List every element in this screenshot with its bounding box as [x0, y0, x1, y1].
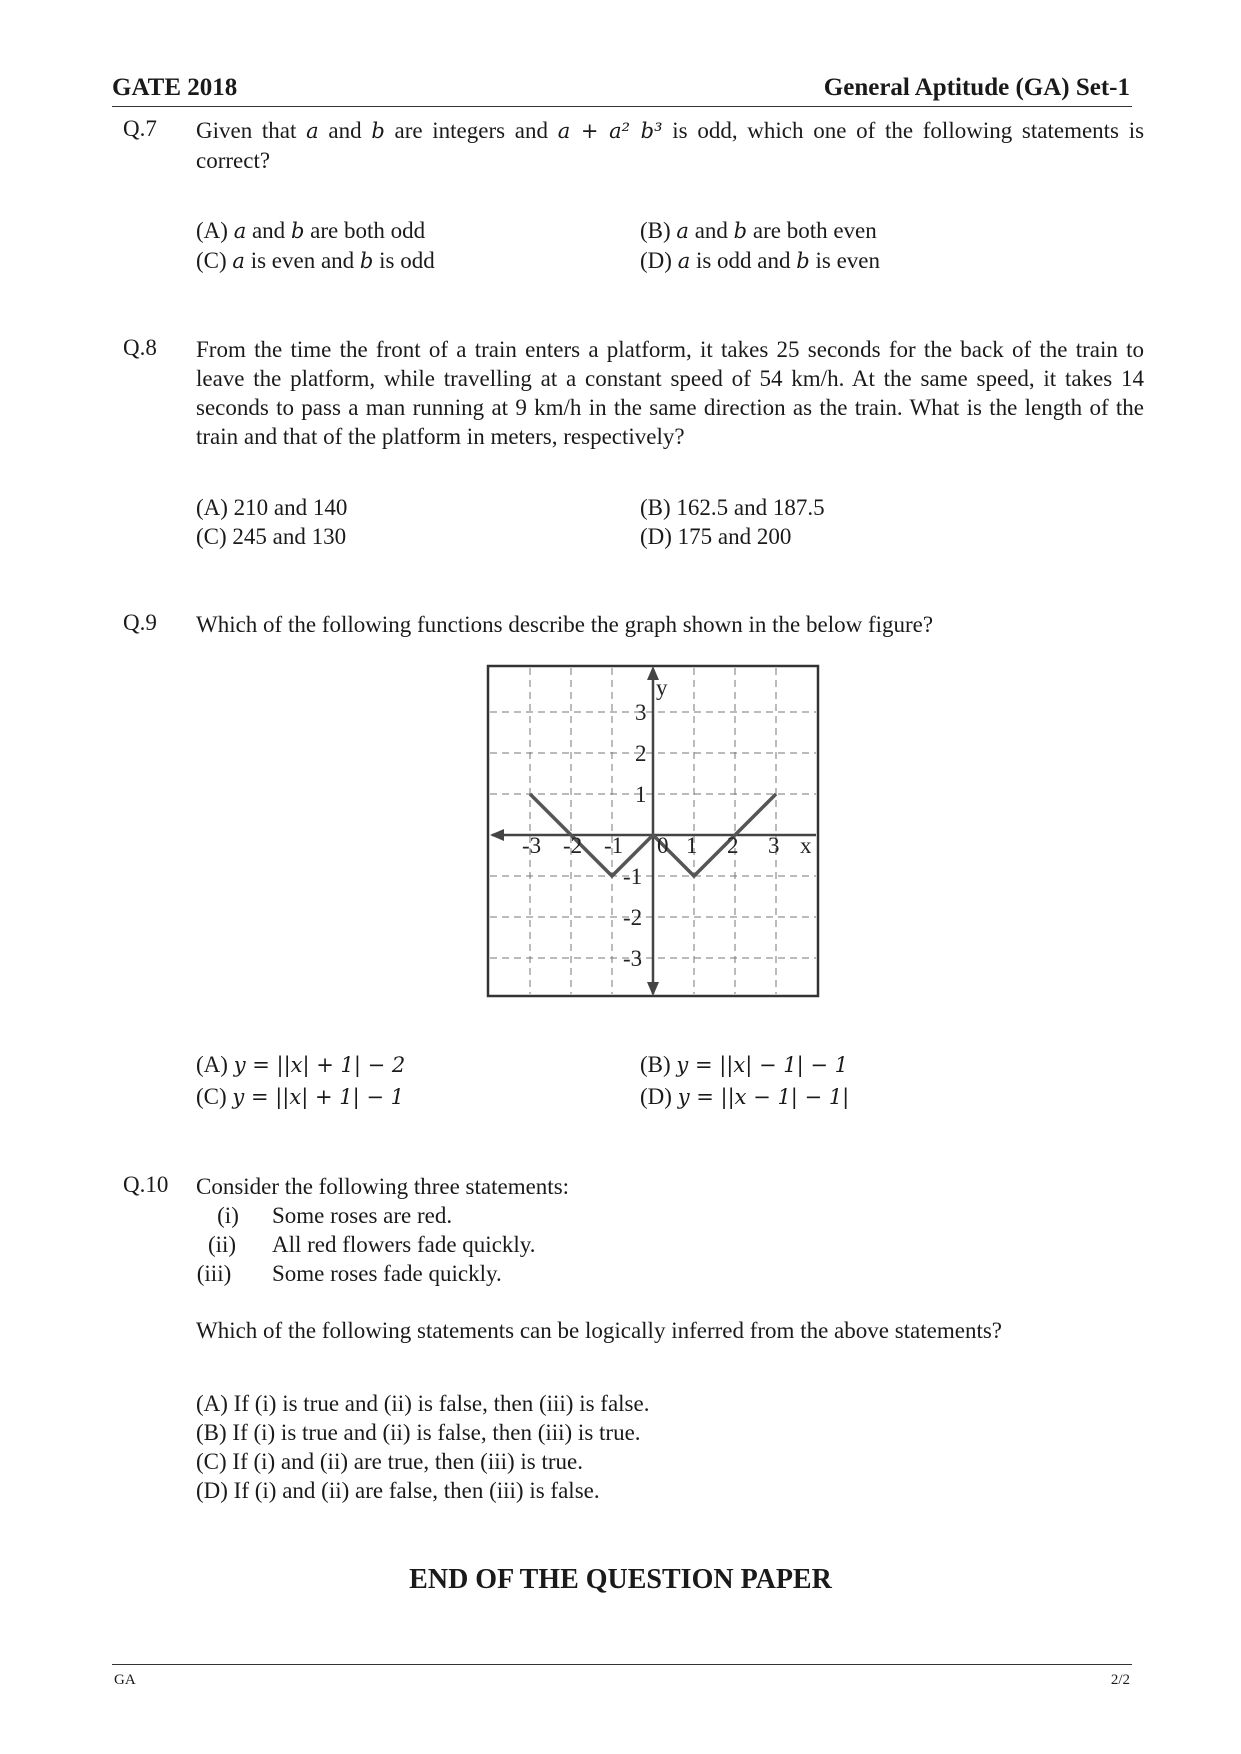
option-c[interactable]: (C) 245 and 130	[196, 524, 347, 549]
question-text: Which of the following functions describe the graph shown in the below figure?	[196, 612, 934, 637]
option-d[interactable]: (D) If (i) and (ii) are false, then (iii) is false.	[196, 1478, 600, 1503]
y-tick-label: -3	[623, 946, 643, 971]
function-graph	[486, 664, 826, 1000]
y-axis-label: y	[656, 675, 668, 700]
x-axis-label: x	[800, 833, 812, 858]
statement-text: All red flowers fade quickly.	[272, 1232, 536, 1257]
question-text: Consider the following three statements:	[196, 1174, 570, 1199]
question-number: Q.8	[123, 335, 157, 360]
option-b[interactable]: (B) a and b are both even	[640, 218, 877, 243]
option-a[interactable]: (A) If (i) is true and (ii) is false, then (iii) is false.	[196, 1391, 650, 1416]
option-b[interactable]: (B) If (i) is true and (ii) is false, then (iii) is true.	[196, 1420, 641, 1445]
y-tick-label: 1	[635, 782, 647, 807]
footer-section: GA	[114, 1672, 136, 1688]
x-tick-label: 1	[686, 833, 698, 858]
page-number: 2/2	[1110, 1672, 1130, 1688]
header-rule	[112, 106, 1132, 107]
option-b[interactable]: (B) y = ||x| − 1| − 1	[640, 1052, 848, 1077]
question-number: Q.9	[123, 610, 157, 635]
option-d[interactable]: (D) y = ||x − 1| − 1|	[640, 1084, 850, 1109]
y-tick-label: 2	[635, 741, 647, 766]
option-a[interactable]: (A) y = ||x| + 1| − 2	[196, 1052, 406, 1077]
option-a[interactable]: (A) 210 and 140	[196, 495, 348, 520]
option-d[interactable]: (D) a is odd and b is even	[640, 248, 880, 273]
option-d[interactable]: (D) 175 and 200	[640, 524, 792, 549]
question-text: Given that a and b are integers and a + a² b³ is odd, which one of the following statements is correct?	[196, 118, 1145, 173]
x-tick-label: 0	[657, 833, 669, 858]
x-tick-label: 2	[727, 833, 739, 858]
footer-rule	[112, 1664, 1132, 1665]
paper-section: General Aptitude (GA) Set-1	[823, 74, 1130, 101]
y-tick-label: 3	[635, 700, 647, 725]
option-c[interactable]: (C) If (i) and (ii) are true, then (iii) is true.	[196, 1449, 584, 1474]
option-a[interactable]: (A) a and b are both odd	[196, 218, 426, 243]
question-number: Q.7	[123, 116, 157, 141]
x-tick-label: -1	[604, 833, 624, 858]
statement-number: (iii)	[196, 1261, 232, 1286]
exam-title: GATE 2018	[112, 74, 238, 101]
question-text: From the time the front of a train enters a platform, it takes 25 seconds for the back of the train to leave the platform, while travelling at a constant speed of 54 km/h. At the same speed, it takes 14 seconds to pass a man running at 9 km/h in the same direction as the train. What is the length of the train and that of the platform in meters, respectively?	[196, 337, 1144, 449]
statement-number: (ii)	[207, 1232, 237, 1257]
x-tick-label: -2	[563, 833, 583, 858]
statement-number: (i)	[217, 1203, 239, 1228]
x-tick-label: -3	[522, 833, 542, 858]
statement-text: Some roses are red.	[272, 1203, 453, 1228]
option-c[interactable]: (C) y = ||x| + 1| − 1	[196, 1084, 404, 1109]
option-b[interactable]: (B) 162.5 and 187.5	[640, 495, 825, 520]
x-tick-label: 3	[768, 833, 780, 858]
y-tick-label: -2	[623, 905, 643, 930]
option-c[interactable]: (C) a is even and b is odd	[196, 248, 435, 273]
question-number: Q.10	[123, 1172, 169, 1197]
end-of-paper-heading: END OF THE QUESTION PAPER	[409, 1564, 832, 1595]
statement-text: Some roses fade quickly.	[272, 1261, 502, 1286]
question-prompt: Which of the following statements can be logically inferred from the above statements?	[196, 1318, 1002, 1343]
y-tick-label: -1	[623, 864, 643, 889]
